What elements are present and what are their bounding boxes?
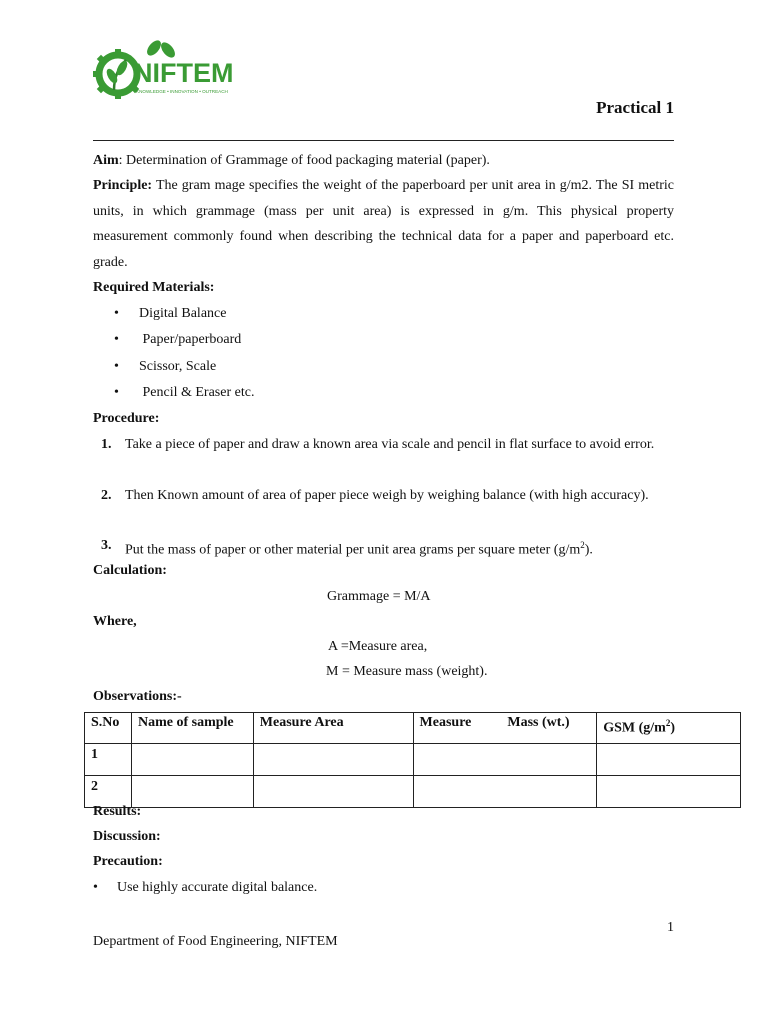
observations-table xyxy=(84,712,741,808)
materials-heading: Required Materials: xyxy=(93,280,215,295)
cell-sno: 2 xyxy=(85,776,132,808)
bullet-icon: • xyxy=(93,880,98,895)
cell xyxy=(413,776,597,808)
aim-text: : Determination of Grammage of food packaging material (paper). xyxy=(118,153,490,168)
procedure-heading: Procedure: xyxy=(93,411,160,426)
principle-label: Principle: xyxy=(93,178,153,193)
definition-mass: M = Measure mass (weight). xyxy=(326,664,488,679)
precaution-item: Use highly accurate digital balance. xyxy=(117,880,318,895)
header-sample-name: Name of sample xyxy=(131,713,253,744)
page-number: 1 xyxy=(667,920,674,935)
definition-area: A =Measure area, xyxy=(328,639,428,654)
aim-line xyxy=(93,152,490,170)
bullet-icon: • xyxy=(114,359,119,374)
header-gsm-sup: 2 xyxy=(665,718,671,728)
where-label: Where, xyxy=(93,614,137,629)
material-item: Paper/paperboard xyxy=(139,332,242,347)
procedure-step: Take a piece of paper and draw a known area via scale and pencil in flat surface to avoid error. xyxy=(125,437,655,452)
niftem-logo xyxy=(92,38,242,102)
principle-paragraph xyxy=(93,173,674,275)
cell xyxy=(597,744,741,776)
material-item: Digital Balance xyxy=(139,306,227,321)
discussion-heading: Discussion: xyxy=(93,829,161,844)
observations-heading: Observations:- xyxy=(93,689,182,704)
cell xyxy=(253,776,413,808)
superscript: 2 xyxy=(580,540,585,550)
header-gsm xyxy=(597,713,741,744)
step-number: 2. xyxy=(101,488,112,503)
logo-text: NIFTEM xyxy=(133,58,234,88)
header-measure-area: Measure Area xyxy=(253,713,413,744)
bullet-icon: • xyxy=(114,306,119,321)
cell xyxy=(131,776,253,808)
bullet-icon: • xyxy=(114,332,119,347)
cell xyxy=(253,744,413,776)
header-mass: Mass (wt.) xyxy=(507,715,570,730)
principle-text: The gram mage specifies the weight of the paperboard per unit area in g/m2. The SI metric units, in which grammage (mass per unit area) is expressed in g/m. This physical property measurement commonly found when describing the technical data for a paper and paperboard etc. grade. xyxy=(93,178,674,270)
material-item: Pencil & Eraser etc. xyxy=(139,385,255,400)
header-gsm-text: GSM (g/m xyxy=(603,720,666,736)
cell xyxy=(597,776,741,808)
header-divider xyxy=(93,140,674,141)
header-gsm-tail: ) xyxy=(670,720,675,736)
niftem-logo-mark xyxy=(92,38,242,102)
step-text: Put the mass of paper or other material per unit area grams per square meter (g/m xyxy=(125,542,581,558)
header-measure-mass xyxy=(413,713,597,744)
material-item: Scissor, Scale xyxy=(139,359,217,374)
precaution-heading: Precaution: xyxy=(93,854,163,869)
results-heading: Results: xyxy=(93,804,142,819)
table-row xyxy=(85,744,741,776)
grammage-formula: Grammage = M/A xyxy=(327,589,431,604)
step-tail: ). xyxy=(584,542,593,558)
bullet-icon: • xyxy=(114,385,119,400)
header-sno: S.No xyxy=(85,713,132,744)
step-number: 1. xyxy=(101,437,112,452)
table-row xyxy=(85,776,741,808)
step-number: 3. xyxy=(101,538,112,553)
footer-department: Department of Food Engineering, NIFTEM xyxy=(93,934,338,949)
leaf-icon xyxy=(144,38,163,58)
cell xyxy=(413,744,597,776)
cell xyxy=(131,744,253,776)
page-title: Practical 1 xyxy=(596,98,674,117)
procedure-step xyxy=(125,533,674,563)
header-measure: Measure xyxy=(419,715,472,730)
logo-tagline: KNOWLEDGE • INNOVATION • OUTREACH xyxy=(136,89,228,94)
aim-label: Aim xyxy=(93,153,119,168)
calculation-heading: Calculation: xyxy=(93,563,167,578)
procedure-step: Then Known amount of area of paper piece weigh by weighing balance (with high accuracy). xyxy=(125,488,649,503)
table-header-row xyxy=(85,713,741,744)
cell-sno: 1 xyxy=(85,744,132,776)
